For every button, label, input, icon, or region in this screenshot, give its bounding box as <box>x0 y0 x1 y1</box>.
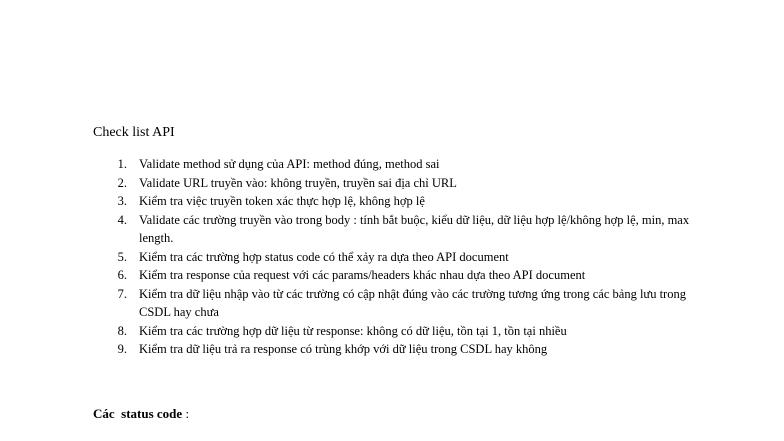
list-item-number: 5. <box>117 249 127 264</box>
list-item <box>109 285 699 322</box>
list-item <box>109 248 699 267</box>
list-item-number: 2. <box>117 175 127 190</box>
list-item-number: 3. <box>117 194 127 208</box>
list-item-number: 9. <box>117 342 127 356</box>
list-item-text: Kiểm tra response của request với các params/headers khác nhau dựa theo API document <box>139 268 586 282</box>
list-item-text: Kiểm tra dữ liệu nhập vào từ các trường có cập nhật đúng vào các trường tương ứng trong các bảng lưu trong CSDL hay chưa <box>139 286 686 319</box>
list-item-number: 4. <box>117 212 127 227</box>
status-code-label: Các status code <box>93 406 183 421</box>
page-title: Check list API <box>93 125 175 140</box>
list-item <box>109 340 699 359</box>
list-item-number: 8. <box>117 323 127 338</box>
list-item-text: Kiểm tra việc truyền token xác thực hợp lệ, không hợp lệ <box>139 194 425 208</box>
list-item <box>109 155 699 174</box>
list-item <box>109 192 699 211</box>
list-item-text: Validate các trường truyền vào trong body : tính bắt buộc, kiểu dữ liệu, dữ liệu hợp lệ/không hợp lệ, min, max length. <box>139 212 690 245</box>
list-item-number: 6. <box>117 268 127 282</box>
list-item <box>109 211 699 248</box>
list-item-text: Validate method sử dụng của API: method đúng, method sai <box>139 157 440 171</box>
list-item-text: Validate URL truyền vào: không truyền, truyền sai địa chỉ URL <box>139 175 457 190</box>
list-item-text: Kiểm tra dữ liệu trả ra response có trùng khớp với dữ liệu trong CSDL hay không <box>139 342 548 356</box>
list-item <box>109 174 699 193</box>
list-item-number: 7. <box>117 286 127 301</box>
checklist <box>109 155 699 359</box>
list-item <box>109 322 699 341</box>
list-item-number: 1. <box>117 157 127 171</box>
list-item <box>109 266 699 285</box>
status-code-heading <box>93 405 189 423</box>
status-code-colon: : <box>182 406 190 421</box>
list-item-text: Kiểm tra các trường hợp status code có thể xảy ra dựa theo API document <box>139 249 509 264</box>
list-item-text: Kiểm tra các trường hợp dữ liệu từ response: không có dữ liệu, tồn tại 1, tồn tại nhiều <box>139 323 567 338</box>
